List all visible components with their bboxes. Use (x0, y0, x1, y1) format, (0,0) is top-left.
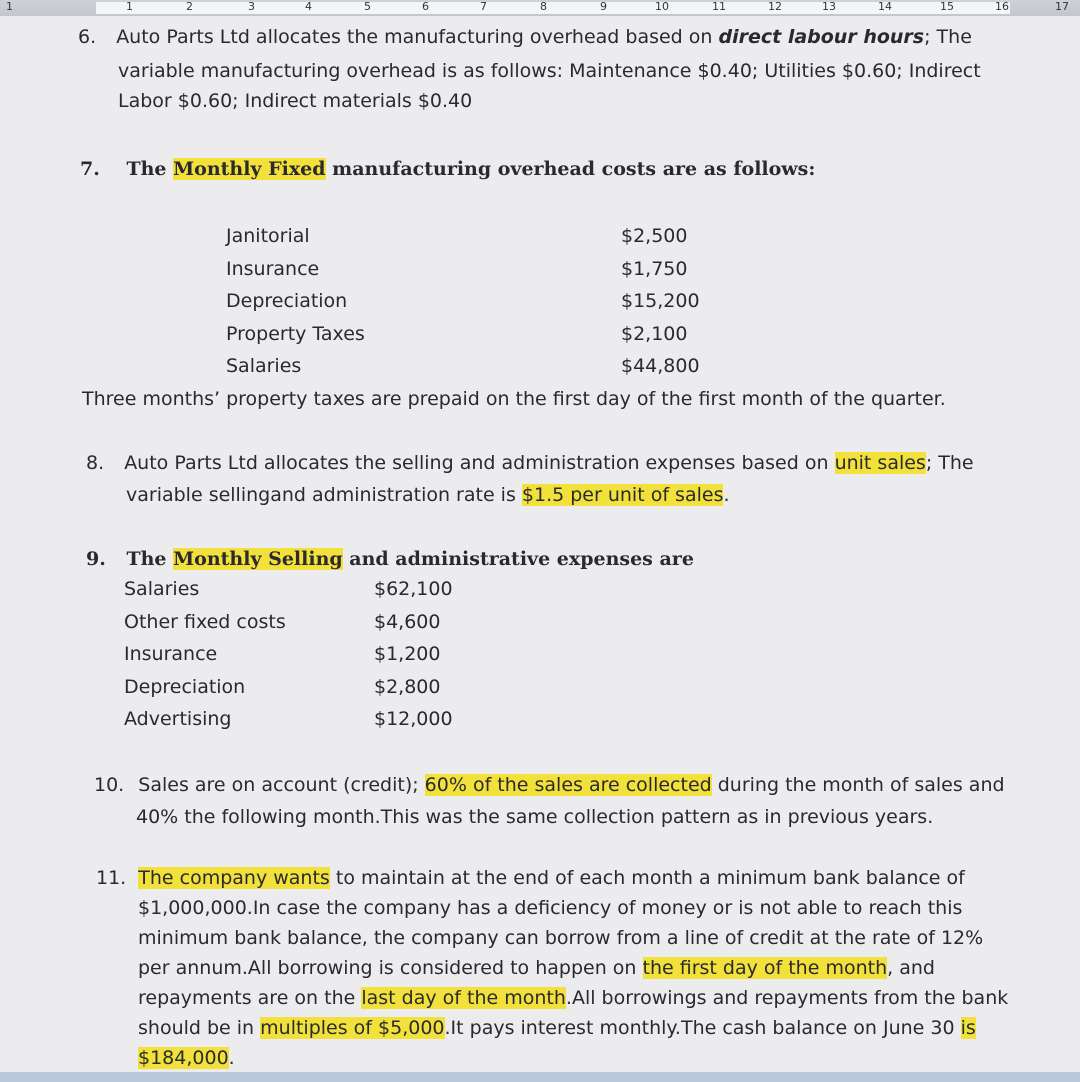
item-8-text: Auto Parts Ltd allocates the selling and administration expenses based on (124, 452, 835, 474)
item-11-text: , and (887, 957, 935, 979)
row-label: Insurance (226, 257, 320, 280)
item-11-text: per annum.All borrowing is considered to happen on (138, 957, 643, 979)
row-label: Insurance (124, 643, 218, 665)
item-11-line-5 (138, 983, 1008, 1014)
row-value: $2,500 (621, 225, 688, 247)
item-6-line-3: Labor $0.60; Indirect materials $0.40 (118, 90, 473, 112)
item-7-text: manufacturing overhead costs are as follows: (325, 158, 816, 180)
item-6-text: ; The (924, 26, 972, 48)
ruler-number: 2 (186, 0, 193, 13)
row-label: Salaries (226, 355, 302, 377)
item-10-text: during the month of sales and (711, 774, 1005, 796)
row-label: Depreciation (124, 675, 246, 698)
item-11-text: to maintain at the end of each month a minimum bank balance of (329, 867, 965, 889)
item-9-number: 9. (86, 548, 106, 570)
ruler-number: 11 (712, 0, 726, 13)
status-bar-edge (0, 1072, 1080, 1082)
item-11-line-4 (138, 953, 935, 984)
row-value: $2,100 (621, 322, 688, 345)
ruler-number: 16 (995, 0, 1009, 13)
item-7-heading (80, 154, 815, 185)
item-7-note: Three months’ property taxes are prepaid on the first day of the first month of the quarter. (82, 388, 946, 410)
ruler-number: 4 (305, 0, 312, 13)
item-10-highlight: 60% of the sales are collected (424, 774, 712, 796)
ruler-number: 13 (822, 0, 836, 13)
ruler (0, 0, 1080, 17)
item-11-highlight: the first day of the month (642, 957, 888, 979)
row-value: $1,200 (374, 643, 441, 665)
item-11-line-3: minimum bank balance, the company can borrow from a line of credit at the rate of 12% (138, 927, 984, 949)
item-11-line-6 (138, 1013, 976, 1044)
item-8-text: . (723, 484, 730, 506)
item-8-highlight: unit sales (834, 452, 926, 474)
item-6-line-2: variable manufacturing overhead is as follows: Maintenance $0.40; Utilities $0.60; Indirect (118, 60, 981, 82)
ruler-number: 12 (768, 0, 782, 13)
item-11-highlight: is (960, 1017, 976, 1039)
item-9-heading (86, 544, 694, 575)
item-11-text: repayments are on the (138, 987, 362, 1009)
ruler-number: 1 (6, 0, 13, 13)
row-value: $2,800 (374, 675, 441, 698)
row-label: Salaries (124, 578, 200, 600)
item-10-line-1 (94, 770, 1005, 801)
ruler-track (96, 2, 1010, 14)
item-7-highlight: Monthly Fixed (173, 158, 326, 180)
item-11-text: .All borrowings and repayments from the bank (565, 987, 1009, 1009)
item-11-text: . (228, 1047, 235, 1069)
ruler-number: 10 (655, 0, 669, 13)
row-label: Janitorial (226, 225, 310, 247)
ruler-number: 7 (480, 0, 487, 13)
row-label: Other fixed costs (124, 610, 286, 633)
ruler-number: 9 (600, 0, 607, 13)
item-8-text: variable sellingand administration rate is (126, 484, 522, 506)
item-11-number: 11. (96, 867, 127, 889)
item-11-line-2: $1,000,000.In case the company has a deficiency of money or is not able to reach this (138, 897, 963, 919)
ruler-number: 1 (126, 0, 133, 13)
item-8-line-2 (126, 480, 730, 511)
item-6-line-1 (78, 22, 972, 53)
item-11-text: .It pays interest monthly.The cash balance on June 30 (444, 1017, 961, 1039)
item-8-line-1 (86, 448, 974, 479)
item-9-text: and administrative expenses are (342, 548, 694, 570)
row-label: Property Taxes (226, 322, 365, 345)
item-11-highlight: last day of the month (361, 987, 566, 1009)
item-6-emphasis: direct labour hours (718, 26, 925, 48)
ruler-number: 3 (248, 0, 255, 13)
item-7-number: 7. (80, 158, 100, 180)
ruler-number: 15 (940, 0, 954, 13)
row-label: Advertising (124, 708, 232, 730)
item-11-highlight: The company wants (138, 867, 330, 889)
item-6-number: 6. (78, 26, 97, 48)
row-label: Depreciation (226, 290, 348, 312)
item-10-line-2: 40% the following month.This was the same collection pattern as in previous years. (136, 806, 934, 828)
item-10-number: 10. (94, 774, 125, 796)
item-10-text: Sales are on account (credit); (138, 774, 425, 796)
ruler-number: 5 (364, 0, 371, 13)
ruler-number: 17 (1055, 0, 1069, 13)
item-11-line-1 (96, 863, 965, 894)
row-value: $62,100 (374, 578, 453, 600)
item-8-text: ; The (925, 452, 974, 474)
ruler-number: 14 (878, 0, 892, 13)
item-6-text: Auto Parts Ltd allocates the manufacturing overhead based on (116, 26, 719, 48)
item-8-number: 8. (86, 452, 105, 474)
item-7-text: The (126, 158, 174, 180)
ruler-number: 8 (540, 0, 547, 13)
row-value: $1,750 (621, 257, 688, 280)
item-9-highlight: Monthly Selling (173, 548, 343, 570)
item-11-highlight: $184,000 (138, 1047, 229, 1069)
item-8-highlight: $1.5 per unit of sales (521, 484, 724, 506)
document-page[interactable] (0, 16, 1080, 1082)
item-11-line-7 (138, 1043, 235, 1074)
row-value: $4,600 (374, 610, 441, 633)
item-11-text: should be in (138, 1017, 261, 1039)
item-9-text: The (126, 548, 174, 570)
ruler-number: 6 (422, 0, 429, 13)
row-value: $12,000 (374, 708, 453, 730)
row-value: $15,200 (621, 290, 700, 312)
item-11-highlight: multiples of $5,000 (260, 1017, 445, 1039)
row-value: $44,800 (621, 355, 700, 377)
